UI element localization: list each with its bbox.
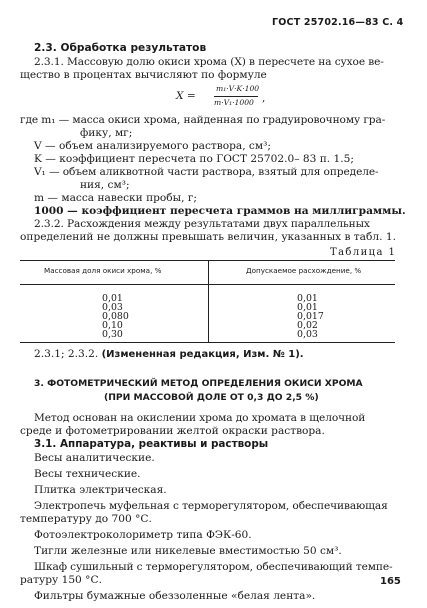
equipment-item: Фильтры бумажные обеззоленные «белая лента». (34, 590, 316, 602)
definition-v1: V₁ — объем аликвотной части раствора, взятый для определе- (34, 166, 379, 178)
edition-note (34, 348, 304, 361)
section-3-intro-line2: среде и фотометрировании желтой окраски раствора. (20, 425, 325, 437)
table-column-divider-body (208, 284, 209, 342)
equipment-item: Электропечь муфельная с терморегулятором, обеспечивающая (34, 500, 388, 512)
table-cell: 0,01 (297, 302, 318, 313)
definition-v1-cont: ния, см³; (80, 179, 130, 191)
table-cell: 0,30 (102, 329, 123, 340)
table-cell: 0,01 (297, 293, 318, 304)
equipment-item-cont: температуру до 700 °С. (20, 513, 152, 525)
definition-v: V — объем анализируемого раствора, см³; (34, 140, 271, 152)
table-caption: Таблица 1 (330, 247, 397, 258)
table-header-col1: Массовая доля окиси хрома, % (44, 266, 162, 275)
equipment-item: Весы аналитические. (34, 452, 155, 464)
equipment-item-cont: ратуру 150 °С. (20, 574, 102, 586)
formula-lhs: X = (176, 90, 196, 102)
equipment-item: Весы технические. (34, 468, 141, 480)
definition-1000: 1000 — коэффициент пересчета граммов на миллиграммы. (34, 205, 406, 217)
paragraph-2-3-2-line1: 2.3.2. Расхождения между результатами двух параллельных (34, 218, 370, 230)
formula-denominator: m·V₁·1000 (214, 98, 254, 107)
page-number: 165 (380, 576, 401, 587)
definition-m1: где m₁ — масса окиси хрома, найденная по градуировочному гра- (20, 114, 386, 126)
equipment-item: Плитка электрическая. (34, 484, 167, 496)
formula-fraction-bar (214, 96, 258, 97)
table-column-divider (208, 260, 209, 284)
equipment-item: Фотоэлектроколориметр типа ФЭК-60. (34, 529, 252, 541)
table-cell: 0,03 (297, 329, 318, 340)
table-cell: 0,10 (102, 320, 123, 331)
paragraph-2-3-2-line2: определений не должны превышать величин, указанных в табл. 1. (20, 231, 396, 243)
definition-k: K — коэффициент пересчета по ГОСТ 25702.0– 83 п. 1.5; (34, 153, 354, 165)
paragraph-2-3-1-line2: щество в процентах вычисляют по формуле (20, 69, 267, 81)
formula-numerator: m₁·V·K·100 (216, 84, 260, 93)
table-bottom-rule (20, 342, 395, 343)
table-cell: 0,01 (102, 293, 123, 304)
table-header-col2: Допускаемое расхождение, % (246, 266, 362, 275)
edition-note-prefix: 2.3.1; 2.3.2. (34, 348, 99, 360)
definition-m: m — масса навески пробы, г; (34, 192, 197, 204)
table-cell: 0,03 (102, 302, 123, 313)
table-cell: 0,080 (102, 311, 129, 322)
section-2-3-title: 2.3. Обработка результатов (34, 42, 207, 54)
section-3-1-title: 3.1. Аппаратура, реактивы и растворы (34, 438, 269, 450)
equipment-item: Тигли железные или никелевые вместимостью 50 см³. (34, 545, 342, 557)
paragraph-2-3-1-line1: 2.3.1. Массовую долю окиси хрома (X) в пересчете на сухое ве- (34, 56, 384, 68)
table-cell: 0,02 (297, 320, 318, 331)
table-cell: 0,017 (297, 311, 324, 322)
gost-header: ГОСТ 25702.16—83 С. 4 (272, 17, 404, 28)
section-3-title-line2: (ПРИ МАССОВОЙ ДОЛЕ ОТ 0,3 ДО 2,5 %) (104, 392, 319, 403)
section-3-intro-line1: Метод основан на окислении хрома до хромата в щелочной (34, 412, 366, 424)
definition-m1-cont: фику, мг; (80, 127, 133, 139)
edition-note-bold: (Измененная редакция, Изм. № 1). (101, 349, 304, 360)
equipment-item: Шкаф сушильный с терморегулятором, обеспечивающий темпе- (34, 561, 393, 573)
section-3-title-line1: 3. ФОТОМЕТРИЧЕСКИЙ МЕТОД ОПРЕДЕЛЕНИЯ ОКИСИ ХРОМА (34, 378, 363, 389)
formula-comma: , (262, 92, 266, 104)
